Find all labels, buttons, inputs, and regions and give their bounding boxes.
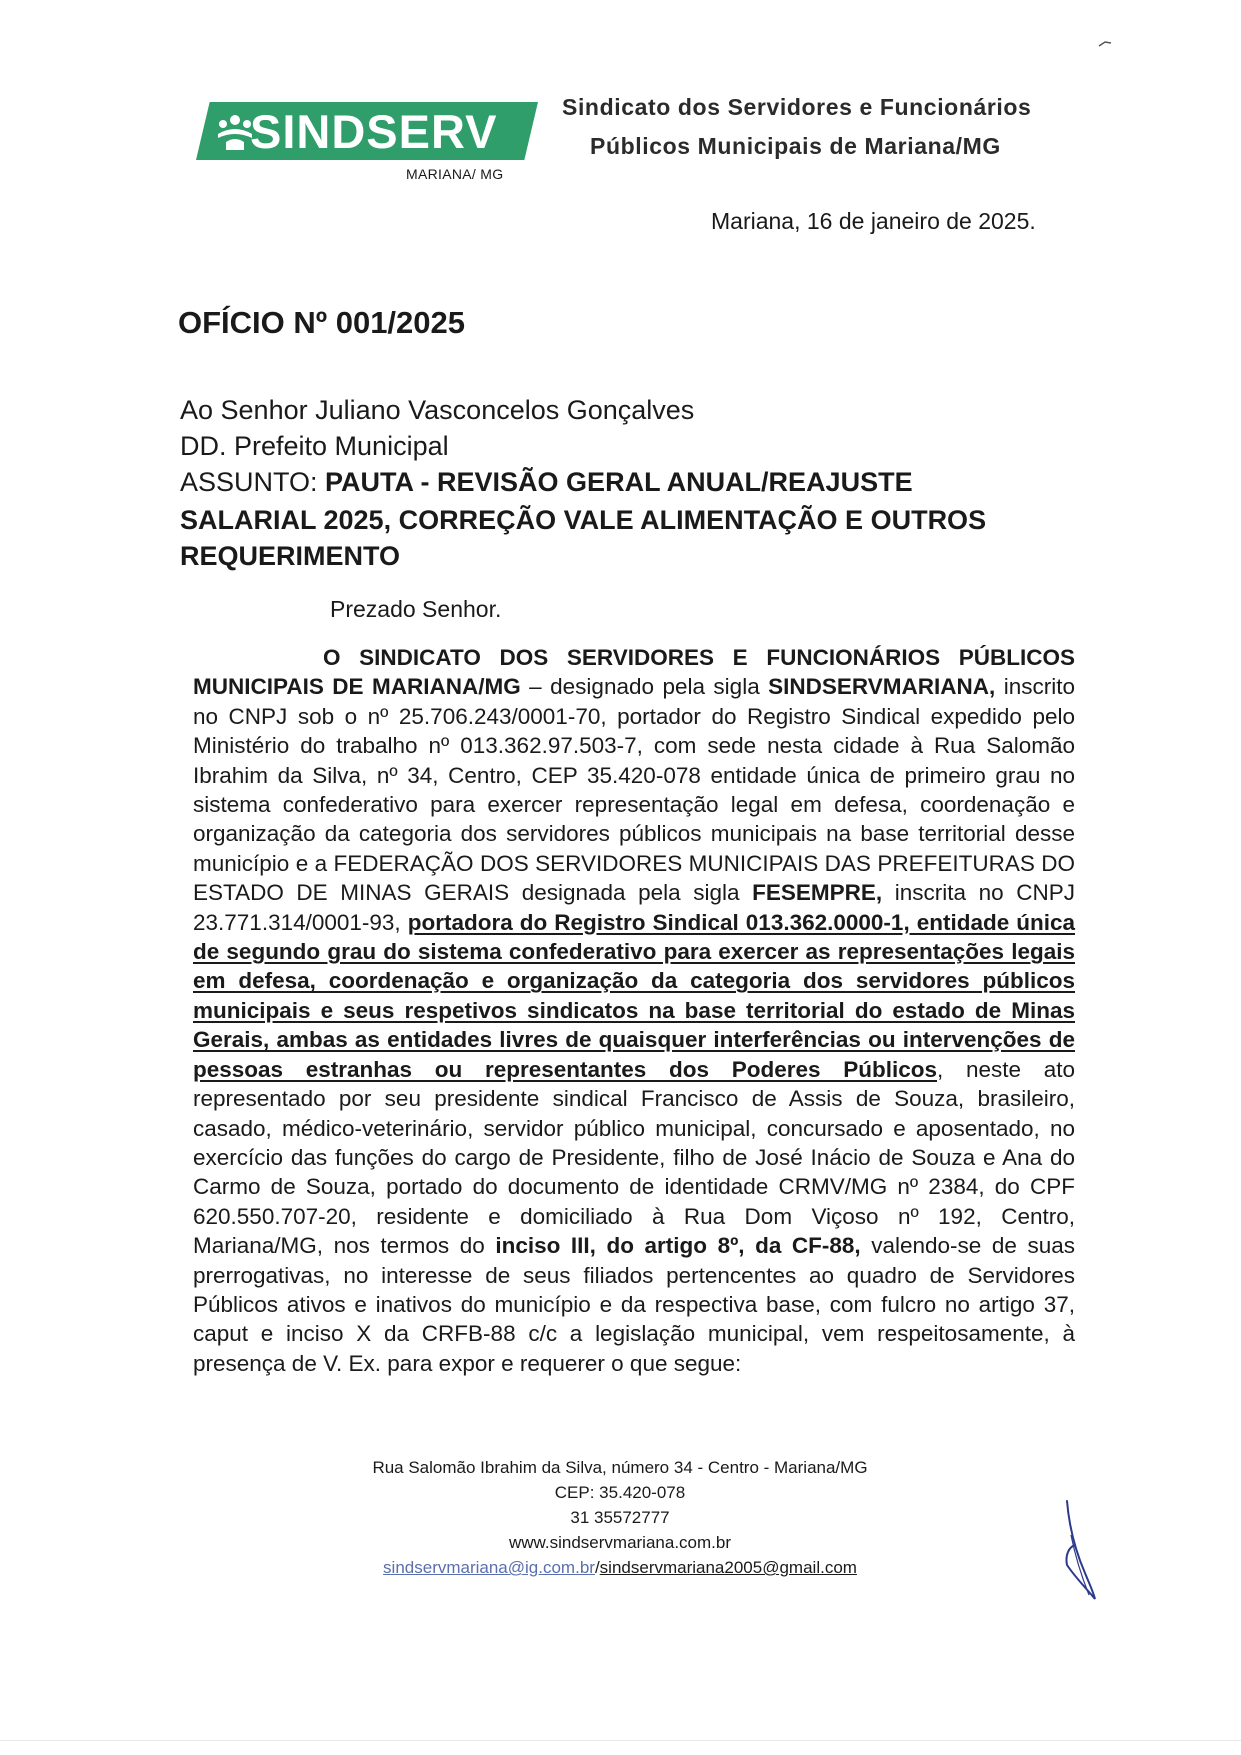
people-emblem-icon [216,112,254,152]
union-name: O SINDICATO DOS SERVIDORES E FUNCIONÁRIOS PÚBLICOS MUNICIPAIS DE MARIANA/MG [193,645,1075,700]
footer-email-separator: / [594,1558,600,1577]
logo-subtitle: MARIANA/ MG [406,166,504,182]
union-acronym: SINDSERVMARIANA, [768,674,996,700]
subject-line-3: REQUERIMENTO [180,541,401,571]
body-text-4: inscrito no CNPJ sob o nº 25.706.243/0001-70, portador do Registro Sindical expedido pelo Ministério do trabalho nº 013.362.97.503-7, com sede nesta cidade à Rua Salomão Ibrahim da Silva, nº 34, Centro, CEP 35.420-078 entidade única de primeiro grau no sistema confederativo para exercer representação legal em defesa, coordenação e organização da categoria dos servidores públicos municipais na base territorial desse município e a FEDERAÇÃO DOS SERVIDORES MUNICIPAIS DAS PREFEITURAS DO ESTADO DE MINAS GERAIS designada pela sigla [193,674,1075,906]
body-text-10: valendo-se de suas prerrogativas, no interesse de seus filiados pertencentes ao quadro de Servidores Públicos ativos e inativos do município e da respectiva base, com fulcro no artigo 37, caput e inciso X da CRFB-88 c/c a legislação municipal, vem respeitosamente, à presença de V. Ex. para expor e requerer o que segue: [193,1233,1075,1376]
footer-email-1[interactable]: sindservmariana@ig.com.br [383,1558,595,1577]
underlined-passage: portadora do Registro Sindical 013.362.0000-1, entidade única de segundo grau do sistema confederativo para exercer as representações legais em defesa, coordenação e organização da categoria dos servidores públicos municipais e seus respetivos sindicatos na base territorial do estado de Minas Gerais, ambas as entidades livres de quaisquer interferências ou intervenções de pessoas estranhas ou representantes dos Poderes Públicos [193,909,1076,1082]
sindserv-logo [196,102,538,162]
letter-date: Mariana, 16 de janeiro de 2025. [711,208,1036,234]
org-name-line-2: Públicos Municipais de Mariana/MG [590,133,1001,159]
recipient-name: Ao Senhor Juliano Vasconcelos Gonçalves [180,395,695,425]
legal-reference: inciso III, do artigo 8º, da CF-88, [495,1233,861,1259]
logo-wordmark: SINDSERV [250,105,498,158]
recipient-role: DD. Prefeito Municipal [180,431,449,461]
federation-acronym: FESEMPRE, [752,880,883,906]
document-title: OFÍCIO Nº 001/2025 [178,305,466,340]
paragraph-1 [193,643,1075,1378]
body-paragraph [193,643,1075,1378]
subject-text-1: PAUTA - REVISÃO GERAL ANUAL/REAJUSTE [325,467,913,497]
subject-label: ASSUNTO: [180,467,326,497]
subject-line-1 [180,467,913,498]
scan-mark-icon [1098,40,1112,48]
body-text-2: – designado pela sigla [520,674,769,700]
footer-phone: 31 35572777 [570,1508,670,1527]
signature-initial [1045,1495,1105,1605]
footer-website[interactable]: www.sindservmariana.com.br [508,1533,731,1552]
footer-address: Rua Salomão Ibrahim da Silva, número 34 - Centro - Mariana/MG [372,1458,868,1477]
footer-email-2[interactable]: sindservmariana2005@gmail.com [599,1558,857,1577]
subject-line-2: SALARIAL 2025, CORREÇÃO VALE ALIMENTAÇÃO E OUTROS [180,505,987,535]
footer-emails [300,1555,940,1580]
body-text-6: inscrita no CNPJ 23.771.314/0001-93, [193,880,1075,935]
body-text-8: , neste ato representado por seu presidente sindical Francisco de Assis de Souza, brasileiro, casado, médico-veterinário, servidor público municipal, concursado e aposentado, no exercício das funções do cargo de Presidente, filho de José Inácio de Souza e Ana do Carmo de Souza, portado do documento de identidade CRMV/MG nº 2384, do CPF 620.550.707-20, residente e domiciliado à Rua Dom Viçoso nº 192, Centro, Mariana/MG, nos termos do [193,1056,1075,1259]
footer-cep: CEP: 35.420-078 [554,1483,686,1502]
bottom-scan-edge [0,1740,1241,1741]
org-name-line-1: Sindicato dos Servidores e Funcionários [562,94,1032,120]
footer [300,1455,940,1580]
greeting: Prezado Senhor. [330,596,502,622]
